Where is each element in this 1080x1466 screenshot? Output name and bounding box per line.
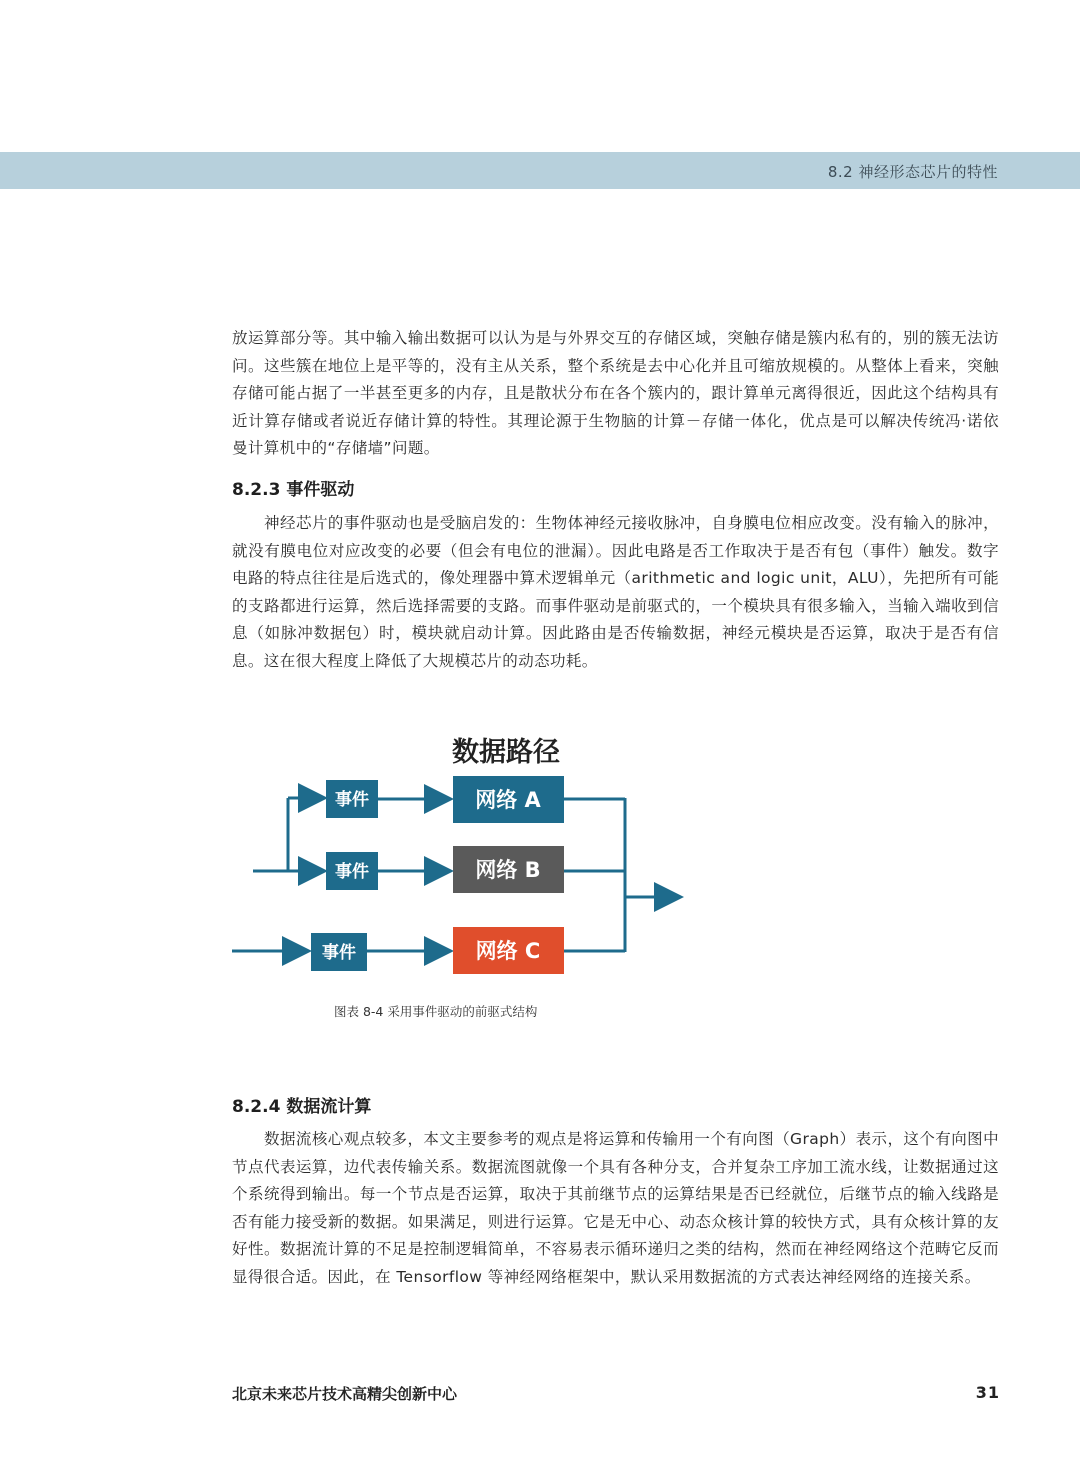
figure-title: 数据路径: [452, 737, 560, 768]
event-label-a: 事件: [335, 790, 369, 810]
running-header: 8.2 神经形态芯片的特性: [827, 163, 998, 181]
data-path-diagram: [228, 722, 698, 982]
figure-caption: 图表 8-4 采用事件驱动的前驱式结构: [334, 1004, 538, 1019]
footer-organization: 北京未来芯片技术高精尖创新中心: [232, 1385, 458, 1403]
section-824-paragraph: 数据流核心观点较多，本文主要参考的观点是将运算和传输用一个有向图（Graph）表示，这个有向图中节点代表运算，边代表传输关系。数据流图就像一个具有各种分支，合并复杂工序加工流水线，让数据通过这个系统得到输出。每一个节点是否运算，取决于其前继节点的运算结果是否已经就位，后继节点的输入线路是否有能力接受新的数据。如果满足，则进行运算。它是无中心、动态众核计算的较快方式，具有众核计算的友好性。数据流计算的不足是控制逻辑简单，不容易表示循环递归之类的结构，然而在神经网络这个范畴它反而显得很合适。因此，在 Tensorflow 等神经网络框架中，默认采用数据流的方式表达神经网络的连接关系。: [232, 1130, 999, 1286]
network-label-b: 网络 B: [475, 858, 541, 882]
section-823-paragraph: 神经芯片的事件驱动也是受脑启发的：生物体神经元接收脉冲，自身膜电位相应改变。没有输入的脉冲，就没有膜电位对应改变的必要（但会有电位的泄漏）。因此电路是否工作取决于是否有包（事件）触发。数字电路的特点往往是后选式的，像处理器中算术逻辑单元（arithmetic and logic unit，ALU），先把所有可能的支路都进行运算，然后选择需要的支路。而事件驱动是前驱式的，一个模块具有很多输入，当输入端收到信息（如脉冲数据包）时，模块就启动计算。因此路由是否传输数据，神经元模块是否运算，取决于是否有信息。这在很大程度上降低了大规模芯片的动态功耗。: [232, 514, 999, 670]
event-label-b: 事件: [335, 862, 369, 882]
section-heading-823: 8.2.3 事件驱动: [232, 480, 355, 500]
network-label-c: 网络 C: [475, 939, 541, 963]
event-label-c: 事件: [322, 943, 356, 963]
section-heading-824: 8.2.4 数据流计算: [232, 1097, 372, 1117]
intro-paragraph: 放运算部分等。其中输入输出数据可以认为是与外界交互的存储区域，突触存储是簇内私有的，别的簇无法访问。这些簇在地位上是平等的，没有主从关系，整个系统是去中心化并且可缩放规模的。从整体上看来，突触存储可能占据了一半甚至更多的内存，且是散状分布在各个簇内的，跟计算单元离得很近，因此这个结构具有近计算存储或者说近存储计算的特性。其理论源于生物脑的计算－存储一体化，优点是可以解决传统冯·诺依曼计算机中的“存储墙”问题。: [232, 329, 999, 458]
intro-block: [232, 325, 999, 463]
page-number: 31: [975, 1383, 1000, 1402]
section-824-body: [232, 1126, 999, 1292]
network-label-a: 网络 A: [475, 788, 541, 812]
section-823-body: [232, 510, 999, 676]
figure: [228, 722, 698, 982]
